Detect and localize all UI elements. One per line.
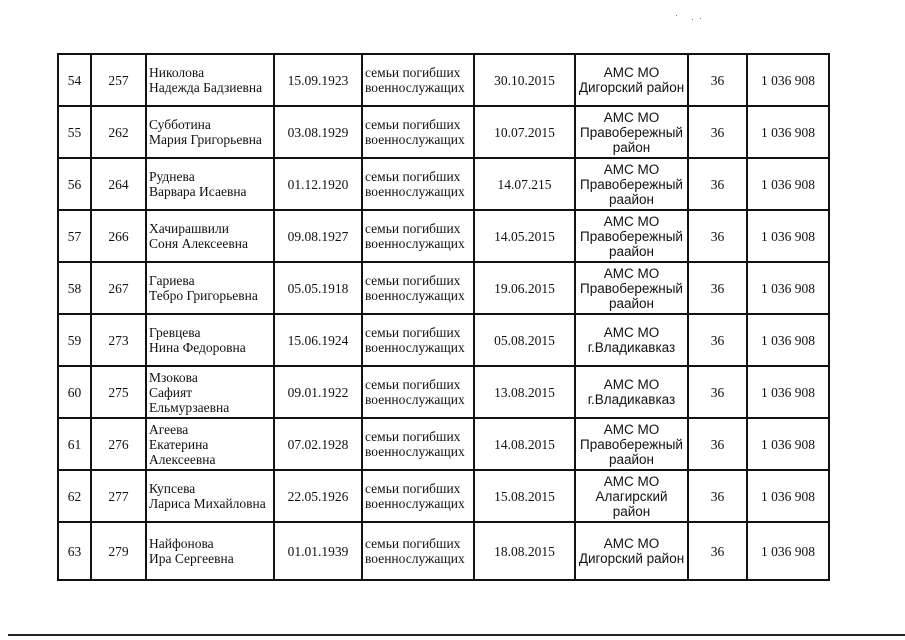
amount-cell: 1 036 908	[747, 314, 829, 366]
decision-date-cell: 15.08.2015	[474, 470, 575, 522]
authority-cell: АМС МО Правобережный раайон	[575, 418, 688, 470]
table-row	[58, 522, 829, 580]
authority-cell: АМС МО Правобережный раайон	[575, 262, 688, 314]
person-name-cell: Николова Надежда Бадзиевна	[146, 54, 274, 106]
record-id-cell: 277	[91, 470, 146, 522]
person-name-cell: Купсева Лариса Михайловна	[146, 470, 274, 522]
decision-date-cell: 10.07.2015	[474, 106, 575, 158]
row-number-cell: 61	[58, 418, 91, 470]
authority-cell: АМС МО Правобережный район	[575, 106, 688, 158]
category-cell: семьи погибших военнослужащих	[362, 262, 474, 314]
table-row	[58, 262, 829, 314]
authority-cell: АМС МО г.Владикавказ	[575, 366, 688, 418]
decision-date-cell: 18.08.2015	[474, 522, 575, 580]
scan-speck	[700, 18, 701, 19]
amount-cell: 1 036 908	[747, 54, 829, 106]
birth-date-cell: 09.01.1922	[274, 366, 362, 418]
category-cell: семьи погибших военнослужащих	[362, 470, 474, 522]
category-cell: семьи погибших военнослужащих	[362, 366, 474, 418]
table-row	[58, 210, 829, 262]
birth-date-cell: 01.12.1920	[274, 158, 362, 210]
authority-cell: АМС МО Правобережный раайон	[575, 210, 688, 262]
row-number-cell: 60	[58, 366, 91, 418]
birth-date-cell: 15.09.1923	[274, 54, 362, 106]
category-cell: семьи погибших военнослужащих	[362, 522, 474, 580]
birth-date-cell: 03.08.1929	[274, 106, 362, 158]
row-number-cell: 59	[58, 314, 91, 366]
authority-cell: АМС МО Правобережный раайон	[575, 158, 688, 210]
amount-cell: 1 036 908	[747, 158, 829, 210]
record-id-cell: 276	[91, 418, 146, 470]
page-bottom-rule	[8, 634, 905, 636]
person-name-cell: Найфонова Ира Сергеевна	[146, 522, 274, 580]
birth-date-cell: 07.02.1928	[274, 418, 362, 470]
registry-body	[58, 54, 829, 580]
person-name-cell: Агеева Екатерина Алексеевна	[146, 418, 274, 470]
record-id-cell: 266	[91, 210, 146, 262]
registry-table	[57, 53, 830, 581]
amount-cell: 1 036 908	[747, 106, 829, 158]
birth-date-cell: 05.05.1918	[274, 262, 362, 314]
authority-cell: АМС МО Дигорский район	[575, 522, 688, 580]
row-number-cell: 62	[58, 470, 91, 522]
person-name-cell: Хачирашвили Соня Алексеевна	[146, 210, 274, 262]
person-name-cell: Мзокова Сафият Ельмурзаевна	[146, 366, 274, 418]
table-row	[58, 418, 829, 470]
decision-date-cell: 13.08.2015	[474, 366, 575, 418]
quantity-cell: 36	[688, 470, 747, 522]
table-row	[58, 158, 829, 210]
quantity-cell: 36	[688, 54, 747, 106]
decision-date-cell: 14.08.2015	[474, 418, 575, 470]
amount-cell: 1 036 908	[747, 522, 829, 580]
record-id-cell: 273	[91, 314, 146, 366]
authority-cell: АМС МО г.Владикавказ	[575, 314, 688, 366]
quantity-cell: 36	[688, 366, 747, 418]
category-cell: семьи погибших военнослужащих	[362, 158, 474, 210]
record-id-cell: 264	[91, 158, 146, 210]
authority-cell: АМС МО Алагирский район	[575, 470, 688, 522]
quantity-cell: 36	[688, 418, 747, 470]
decision-date-cell: 30.10.2015	[474, 54, 575, 106]
row-number-cell: 57	[58, 210, 91, 262]
amount-cell: 1 036 908	[747, 262, 829, 314]
record-id-cell: 257	[91, 54, 146, 106]
table-row	[58, 314, 829, 366]
decision-date-cell: 19.06.2015	[474, 262, 575, 314]
amount-cell: 1 036 908	[747, 210, 829, 262]
quantity-cell: 36	[688, 158, 747, 210]
category-cell: семьи погибших военнослужащих	[362, 210, 474, 262]
decision-date-cell: 14.07.215	[474, 158, 575, 210]
record-id-cell: 267	[91, 262, 146, 314]
row-number-cell: 54	[58, 54, 91, 106]
table-row	[58, 54, 829, 106]
scan-speck	[676, 15, 677, 16]
person-name-cell: Субботина Мария Григорьевна	[146, 106, 274, 158]
quantity-cell: 36	[688, 262, 747, 314]
decision-date-cell: 05.08.2015	[474, 314, 575, 366]
table-row	[58, 470, 829, 522]
quantity-cell: 36	[688, 522, 747, 580]
category-cell: семьи погибших военнослужащих	[362, 314, 474, 366]
birth-date-cell: 01.01.1939	[274, 522, 362, 580]
person-name-cell: Гариева Тебро Григорьевна	[146, 262, 274, 314]
birth-date-cell: 09.08.1927	[274, 210, 362, 262]
category-cell: семьи погибших военнослужащих	[362, 54, 474, 106]
amount-cell: 1 036 908	[747, 470, 829, 522]
quantity-cell: 36	[688, 314, 747, 366]
category-cell: семьи погибших военнослужащих	[362, 106, 474, 158]
scan-speck	[692, 19, 693, 20]
category-cell: семьи погибших военнослужащих	[362, 418, 474, 470]
row-number-cell: 58	[58, 262, 91, 314]
birth-date-cell: 22.05.1926	[274, 470, 362, 522]
amount-cell: 1 036 908	[747, 366, 829, 418]
record-id-cell: 262	[91, 106, 146, 158]
table-row	[58, 106, 829, 158]
table-row	[58, 366, 829, 418]
birth-date-cell: 15.06.1924	[274, 314, 362, 366]
quantity-cell: 36	[688, 210, 747, 262]
row-number-cell: 55	[58, 106, 91, 158]
row-number-cell: 63	[58, 522, 91, 580]
amount-cell: 1 036 908	[747, 418, 829, 470]
quantity-cell: 36	[688, 106, 747, 158]
person-name-cell: Гревцева Нина Федоровна	[146, 314, 274, 366]
record-id-cell: 275	[91, 366, 146, 418]
authority-cell: АМС МО Дигорский район	[575, 54, 688, 106]
person-name-cell: Руднева Варвара Исаевна	[146, 158, 274, 210]
record-id-cell: 279	[91, 522, 146, 580]
decision-date-cell: 14.05.2015	[474, 210, 575, 262]
row-number-cell: 56	[58, 158, 91, 210]
